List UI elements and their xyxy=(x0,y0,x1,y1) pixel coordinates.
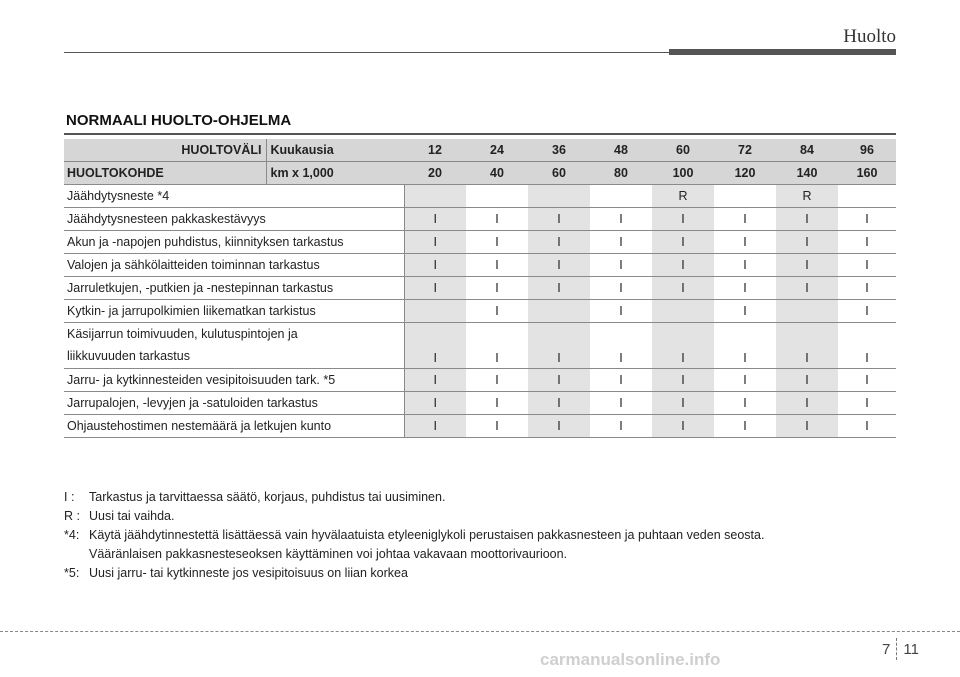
schedule-cell: I xyxy=(652,277,714,300)
schedule-cell: I xyxy=(528,208,590,231)
schedule-cell: I xyxy=(838,323,896,369)
header-km-value: 100 xyxy=(652,162,714,185)
note-text: Uusi jarru- tai kytkinneste jos vesipitoisuus on liian korkea xyxy=(89,566,408,580)
chapter-number: 7 xyxy=(882,640,891,658)
schedule-cell: I xyxy=(404,323,466,369)
header-month-value: 84 xyxy=(776,139,838,162)
schedule-cell: I xyxy=(404,392,466,415)
note-key: *5: xyxy=(64,566,80,580)
row-label xyxy=(64,323,404,369)
legend-notes xyxy=(64,488,904,583)
schedule-cell: I xyxy=(404,208,466,231)
schedule-cell: I xyxy=(590,415,652,438)
schedule-cell: I xyxy=(466,254,528,277)
header-month-value: 24 xyxy=(466,139,528,162)
schedule-cell: I xyxy=(590,208,652,231)
schedule-cell: I xyxy=(652,369,714,392)
note-text: Uusi tai vaihda. xyxy=(89,509,175,523)
schedule-cell: I xyxy=(714,392,776,415)
schedule-cell xyxy=(404,300,466,323)
schedule-cell: I xyxy=(404,254,466,277)
schedule-cell: I xyxy=(838,300,896,323)
page-index: 11 xyxy=(903,640,919,658)
schedule-cell: I xyxy=(652,208,714,231)
schedule-cell: I xyxy=(404,231,466,254)
table-row xyxy=(64,369,896,392)
schedule-cell: I xyxy=(404,277,466,300)
schedule-cell: R xyxy=(652,185,714,208)
note-4-continued xyxy=(64,545,904,564)
table-row xyxy=(64,231,896,254)
note-text: Käytä jäähdytinnestettä lisättäessä vain hyvälaatuista etyleeniglykoli perustaisen pakkasnesteen ja puhtaan veden seosta. xyxy=(89,528,765,542)
note-5 xyxy=(64,564,904,583)
schedule-cell: I xyxy=(652,392,714,415)
schedule-cell: I xyxy=(838,231,896,254)
schedule-cell xyxy=(466,185,528,208)
schedule-cell: I xyxy=(838,208,896,231)
schedule-cell: I xyxy=(590,254,652,277)
schedule-cell: I xyxy=(776,208,838,231)
header-rule-thin xyxy=(64,52,669,53)
schedule-cell: I xyxy=(714,277,776,300)
row-label: Ohjaustehostimen nestemäärä ja letkujen kunto xyxy=(64,415,404,438)
section-title: Huolto xyxy=(843,26,896,47)
header-km-value: 120 xyxy=(714,162,776,185)
row-label: Jarruletkujen, -putkien ja -nestepinnan tarkastus xyxy=(64,277,404,300)
note-key: I : xyxy=(64,490,75,504)
schedule-cell: I xyxy=(528,369,590,392)
schedule-cell: I xyxy=(776,323,838,369)
table-row xyxy=(64,323,896,369)
schedule-cell xyxy=(652,300,714,323)
schedule-cell: I xyxy=(404,369,466,392)
row-label: Kytkin- ja jarrupolkimien liikematkan tarkistus xyxy=(64,300,404,323)
footer-dotted-rule xyxy=(0,631,960,632)
note-r xyxy=(64,507,904,526)
schedule-cell: I xyxy=(590,231,652,254)
schedule-cell: I xyxy=(838,415,896,438)
table-row xyxy=(64,185,896,208)
schedule-cell xyxy=(776,300,838,323)
header-row-interval xyxy=(64,139,896,162)
schedule-cell: I xyxy=(714,231,776,254)
header-km-value: 80 xyxy=(590,162,652,185)
table-row xyxy=(64,277,896,300)
note-key: R : xyxy=(64,509,80,523)
header-item-label: HUOLTOKOHDE xyxy=(64,162,266,185)
schedule-cell xyxy=(838,185,896,208)
schedule-cell: I xyxy=(776,369,838,392)
table-row xyxy=(64,392,896,415)
table-row xyxy=(64,415,896,438)
page-number xyxy=(882,638,919,660)
schedule-cell: I xyxy=(652,323,714,369)
schedule-cell xyxy=(590,185,652,208)
schedule-cell: I xyxy=(776,231,838,254)
schedule-cell: I xyxy=(528,277,590,300)
schedule-cell: I xyxy=(404,415,466,438)
schedule-cell xyxy=(528,185,590,208)
note-i xyxy=(64,488,904,507)
schedule-cell: I xyxy=(466,369,528,392)
row-label: Jäähdytysnesteen pakkaskestävyys xyxy=(64,208,404,231)
schedule-cell: I xyxy=(838,369,896,392)
table-top-rule xyxy=(64,133,896,135)
note-text: Vääränlaisen pakkasnesteseoksen käyttäminen voi johtaa vakavaan moottorivaurioon. xyxy=(89,547,568,561)
schedule-cell: I xyxy=(776,415,838,438)
schedule-cell: I xyxy=(528,392,590,415)
schedule-cell: I xyxy=(528,323,590,369)
table-row xyxy=(64,300,896,323)
header-km-value: 140 xyxy=(776,162,838,185)
row-label: Valojen ja sähkölaitteiden toiminnan tarkastus xyxy=(64,254,404,277)
schedule-cell: I xyxy=(714,323,776,369)
schedule-cell: I xyxy=(776,277,838,300)
schedule-cell: I xyxy=(714,254,776,277)
schedule-cell: I xyxy=(466,300,528,323)
header-row-km xyxy=(64,162,896,185)
header-interval-label: HUOLTOVÄLI xyxy=(64,139,266,162)
header-km-label: km x 1,000 xyxy=(266,162,404,185)
header-rule-thick xyxy=(669,49,896,55)
table-row xyxy=(64,254,896,277)
schedule-cell: R xyxy=(776,185,838,208)
schedule-cell: I xyxy=(714,415,776,438)
header-month-value: 12 xyxy=(404,139,466,162)
header-month-value: 96 xyxy=(838,139,896,162)
row-label-line: Käsijarrun toimivuuden, kulutuspintojen ja xyxy=(67,327,298,341)
header-month-value: 72 xyxy=(714,139,776,162)
schedule-cell: I xyxy=(714,369,776,392)
header-month-value: 48 xyxy=(590,139,652,162)
schedule-cell: I xyxy=(590,277,652,300)
schedule-cell: I xyxy=(590,323,652,369)
schedule-cell: I xyxy=(590,392,652,415)
schedule-cell xyxy=(404,185,466,208)
note-key: *4: xyxy=(64,528,80,542)
schedule-cell: I xyxy=(528,254,590,277)
row-label: Jarrupalojen, -levyjen ja -satuloiden tarkastus xyxy=(64,392,404,415)
schedule-cell: I xyxy=(714,208,776,231)
row-label: Akun ja -napojen puhdistus, kiinnityksen tarkastus xyxy=(64,231,404,254)
header-month-value: 60 xyxy=(652,139,714,162)
row-label: Jarru- ja kytkinnesteiden vesipitoisuuden tark. *5 xyxy=(64,369,404,392)
note-text: Tarkastus ja tarvittaessa säätö, korjaus, puhdistus tai uusiminen. xyxy=(89,490,446,504)
schedule-cell: I xyxy=(590,300,652,323)
schedule-cell: I xyxy=(466,208,528,231)
header-month-value: 36 xyxy=(528,139,590,162)
schedule-cell: I xyxy=(466,323,528,369)
header-km-value: 160 xyxy=(838,162,896,185)
header-km-value: 40 xyxy=(466,162,528,185)
schedule-cell: I xyxy=(838,277,896,300)
schedule-cell: I xyxy=(590,369,652,392)
header-km-value: 20 xyxy=(404,162,466,185)
schedule-cell xyxy=(528,300,590,323)
header-months-label: Kuukausia xyxy=(266,139,404,162)
schedule-cell: I xyxy=(652,415,714,438)
table-row xyxy=(64,208,896,231)
watermark-text: carmanualsonline.info xyxy=(540,650,721,669)
schedule-cell: I xyxy=(466,231,528,254)
schedule-cell: I xyxy=(652,231,714,254)
schedule-cell: I xyxy=(466,415,528,438)
schedule-cell: I xyxy=(776,254,838,277)
schedule-cell: I xyxy=(714,300,776,323)
schedule-cell xyxy=(714,185,776,208)
row-label: Jäähdytysneste *4 xyxy=(64,185,404,208)
schedule-cell: I xyxy=(838,392,896,415)
schedule-cell: I xyxy=(838,254,896,277)
table-title: NORMAALI HUOLTO-OHJELMA xyxy=(66,112,292,129)
schedule-cell: I xyxy=(466,277,528,300)
page-separator xyxy=(896,638,897,660)
schedule-cell: I xyxy=(528,415,590,438)
maintenance-table xyxy=(64,139,896,438)
schedule-cell: I xyxy=(528,231,590,254)
schedule-cell: I xyxy=(776,392,838,415)
row-label-line: liikkuvuuden tarkastus xyxy=(67,349,190,363)
note-4 xyxy=(64,526,904,545)
header-km-value: 60 xyxy=(528,162,590,185)
schedule-cell: I xyxy=(652,254,714,277)
schedule-cell: I xyxy=(466,392,528,415)
